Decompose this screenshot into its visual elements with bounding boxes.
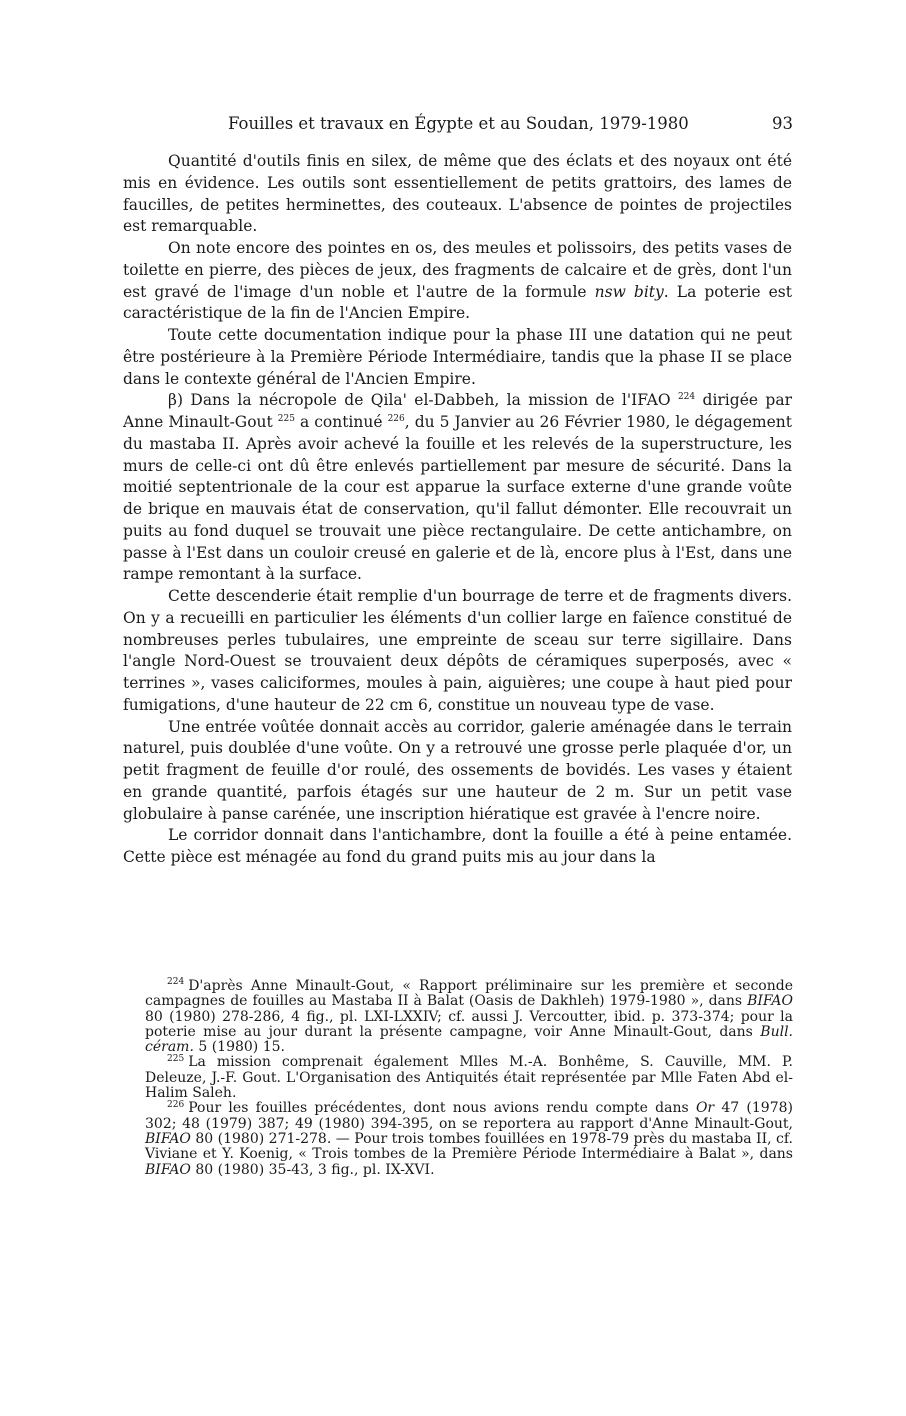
- paragraph-5: Cette descenderie était remplie d'un bourrage de terre et de fragments divers. On y a recueilli en particulier les éléments d'un collier large en faïence constitué de nombreuses perles tubulaires, une empreinte de sceau sur terre sigillaire. Dans l'angle Nord-Ouest se trouvaient deux dépôts de céramiques superposés, avec « terrines », vases caliciformes, moules à pain, aiguières; une coupe à haut pied pour fumigations, d'une hauteur de 22 cm 6, constitue un nouveau type de vase.: [123, 587, 792, 714]
- paragraph-4-text-c: a continué: [294, 413, 388, 431]
- footnote-text: 5 (1980) 15.: [193, 1039, 285, 1056]
- footnote-225: [145, 1055, 793, 1101]
- main-text: [123, 151, 792, 869]
- footnote-224: [145, 979, 793, 1055]
- footnote-text: 80 (1980) 271-278. — Pour trois tombes fouillées en 1978-79 près du mastaba II, cf. Viviane et Y. Koenig, « Trois tombes de la Première Période Intermédiaire à Balat », dans: [145, 1130, 793, 1163]
- page-number: 93: [772, 114, 793, 133]
- footnote-ref-225: 225: [277, 413, 295, 424]
- paragraph-4-text-b: dirigée par Anne Minault-Gout: [123, 391, 792, 431]
- paragraph-6: Une entrée voûtée donnait accès au corridor, galerie aménagée dans le terrain naturel, puis doublée d'une voûte. On y a retrouvé une grosse perle plaquée d'or, un petit fragment de feuille d'or roulé, des ossements de bovidés. Les vases y étaient en grande quantité, parfois étagés sur une hauteur de 2 m. Sur un petit vase globulaire à panse carénée, une inscription hiératique est gravée à l'encre noire.: [123, 717, 792, 823]
- paragraph-4-text-d: , du 5 Janvier au 26 Février 1980, le dégagement du mastaba II. Après avoir achevé la fouille et les relevés de la superstructure, les murs de celle-ci ont dû être enlevés partiellement par mesure de sécurité. Dans la moitié septentrionale de la cour est apparue la surface externe d'une grande voûte de brique en mauvais état de conservation, qu'il fallut démonter. Elle recouvrait un puits au fond duquel se trouvait une pièce rectangulaire. De cette antichambre, on passe à l'Est dans un couloir creusé en galerie et de là, encore plus à l'Est, dans une rampe remontant à la surface.: [123, 413, 792, 584]
- footnote-text: 80 (1980) 35-43, 3 fig., pl. IX-XVI.: [190, 1161, 435, 1178]
- footnote-ref-226: 226: [387, 413, 405, 424]
- footnote-italic: Bull. céram.: [145, 1023, 793, 1056]
- page-header: [166, 114, 793, 138]
- paragraph-2-text-a: On note encore des pointes en os, des meules et polissoirs, des petits vases de toilette en pierre, des pièces de jeux, des fragments de calcaire et de grès, dont l'un est gravé de l'image d'un noble et l'autre de la formule: [123, 239, 792, 301]
- footnote-italic: BIFAO: [145, 1161, 191, 1178]
- footnote-text: Pour les fouilles précédentes, dont nous avions rendu compte dans: [188, 1100, 696, 1117]
- footnote-text: La mission comprenait également Mlles M.-A. Bonhême, S. Cauville, MM. P. Deleuze, J.-F. Gout. L'Organisation des Antiquités était représentée par Mlle Faten Abd el-Halim Saleh.: [145, 1054, 793, 1102]
- footnote-number: 226: [167, 1099, 185, 1110]
- footnotes: [145, 979, 793, 1178]
- footnote-italic: Or: [695, 1100, 715, 1117]
- footnote-text: 80 (1980) 278-286, 4 fig., pl. LXI-LXXIV; cf. aussi J. Vercoutter, ibid. p. 373-374; pour la poterie mise au jour durant la présente campagne, voir Anne Minault-Gout, dans: [145, 1008, 793, 1040]
- paragraph-4: [123, 390, 792, 586]
- paragraph-2: [123, 238, 792, 325]
- paragraph-2-text-b: . La poterie est caractéristique de la fin de l'Ancien Empire.: [123, 282, 792, 323]
- paragraph-7: Le corridor donnait dans l'antichambre, dont la fouille a été à peine entamée. Cette pièce est ménagée au fond du grand puits mis au jour dans la: [123, 826, 792, 866]
- running-title: Fouilles et travaux en Égypte et au Soudan, 1979-1980: [228, 114, 689, 133]
- footnote-number: 225: [167, 1053, 185, 1064]
- paragraph-3: Toute cette documentation indique pour la phase III une datation qui ne peut être postérieure à la Première Période Intermédiaire, tandis que la phase II se place dans le contexte général de l'Ancien Empire.: [123, 326, 792, 388]
- paragraph-1: Quantité d'outils finis en silex, de même que des éclats et des noyaux ont été mis en évidence. Les outils sont essentiellement de petits grattoirs, des lames de faucilles, de petites herminettes, des couteaux. L'absence de pointes de projectiles est remarquable.: [123, 152, 792, 236]
- paragraph-4-text-a: β) Dans la nécropole de Qila' el-Dabbeh, la mission de l'IFAO: [168, 391, 678, 410]
- footnote-ref-224: 224: [677, 392, 696, 403]
- footnote-226: [145, 1101, 793, 1177]
- footnote-text: D'après Anne Minault-Gout, « Rapport préliminaire sur les première et seconde campagnes de fouilles au Mastaba II à Balat (Oasis de Dakhleh) 1979-1980 », dans: [145, 978, 793, 1010]
- paragraph-2-italic: nsw bity: [594, 282, 664, 301]
- footnote-text: 47 (1978) 302; 48 (1979) 387; 49 (1980) 394-395, on se reportera au rapport d'Anne Minault-Gout,: [145, 1100, 793, 1132]
- footnote-italic: BIFAO: [145, 1130, 191, 1147]
- footnote-number: 224: [167, 977, 185, 988]
- footnote-italic: BIFAO: [747, 993, 793, 1010]
